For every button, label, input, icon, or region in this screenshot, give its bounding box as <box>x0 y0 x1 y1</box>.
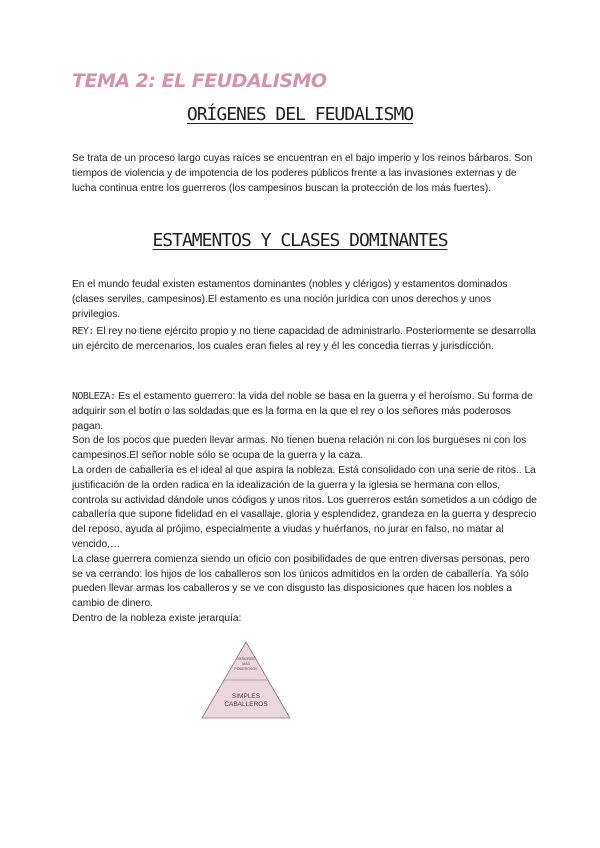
nobleza-text: Es el estamento guerrero: la vida del noble se basa en la guerra y el heroísmo. Su forma de adquirir son el botín o las soldadas que es la forma en la que el rey o los señores más poderosos pagan. <box>72 391 533 432</box>
paragraph-nobleza-block <box>72 390 537 627</box>
document-title: TEMA 2: EL FEUDALISMO <box>72 70 327 92</box>
paragraph-jerarquia: Dentro de la nobleza existe jerarquía: <box>72 612 242 624</box>
paragraph-rey <box>72 325 537 355</box>
pyramid-top-line2: MÁS <box>242 662 250 666</box>
paragraph-caballeria: La orden de caballería es el ideal al que aspira la nobleza. Está consolidado con una serie de ritos.. La justificación de la orden radica en la idealización de la guerra y la iglesia se hermana con ellos, controla su actividad dándole unos códigos y unos ritos. Los guerreros están sometidos a un código de caballería que supone fidelidad en el vasallaje, gloria y esplendidez, grandeza en la guerra y desprecio del reposo, ayuda al prójimo, especialmente a viudas y huérfanos, no jurar en falso, no matar al vencido,… <box>72 464 537 550</box>
paragraph-origenes: Se trata de un proceso largo cuyas raíces se encuentran en el bajo imperio y los reinos bárbaros. Son tiempos de violencia y de impotencia de los poderes públicos frente a las invasiones externas y de lucha continua entre los guerreros (los campesinos buscan la protección de los más fuertes). <box>72 153 533 194</box>
paragraph-clase-guerrera: La clase guerrera comienza siendo un oficio con posibilidades de que entren diversas personas, pero se va cerrando: los hijos de los caballeros son los únicos admitidos en la orden de caballería. Ya sólo pueden llevar armas los caballeros y se ve con disgusto las disposiciones que hacen los nobles a cambio de dinero. <box>72 553 530 610</box>
paragraph-armas: Son de los pocos que pueden llevar armas. No tienen buena relación ni con los burgueses ni con los campesinos.El señor noble sólo se ocupa de la guerra y la caza. <box>72 435 527 462</box>
paragraph-nobleza <box>72 390 537 434</box>
rey-label: REY: <box>72 326 94 337</box>
rey-text: El rey no tiene ejército propio y no tiene capacidad de administrarlo. Posteriormente se desarrolla un ejército de mercenarios, los cuales eran fieles al rey y él les concedia tierras y jurisdicción. <box>72 326 536 352</box>
section-heading-estamentos <box>0 230 600 251</box>
nobleza-label: NOBLEZA: <box>72 391 116 402</box>
pyramid-base-line1: SIMPLES <box>231 693 261 700</box>
nobility-pyramid-diagram <box>200 640 292 720</box>
paragraph-estamentos-intro: En el mundo feudal existen estamentos dominantes (nobles y clérigos) y estamentos dominados (clases serviles, campesinos).El estamento es una noción jurídica con unos derechos y unos privilegios. <box>72 279 508 320</box>
pyramid-top-line1: SEÑORES <box>237 657 255 661</box>
section-heading-origenes <box>0 104 600 125</box>
pyramid-base-line2: CABALLEROS <box>224 701 268 708</box>
section-heading-origenes-text: ORÍGENES DEL FEUDALISMO <box>186 104 414 125</box>
pyramid-top-line3: PODEROSOS <box>234 667 258 671</box>
section-heading-estamentos-text: ESTAMENTOS Y CLASES DOMINANTES <box>152 230 448 251</box>
